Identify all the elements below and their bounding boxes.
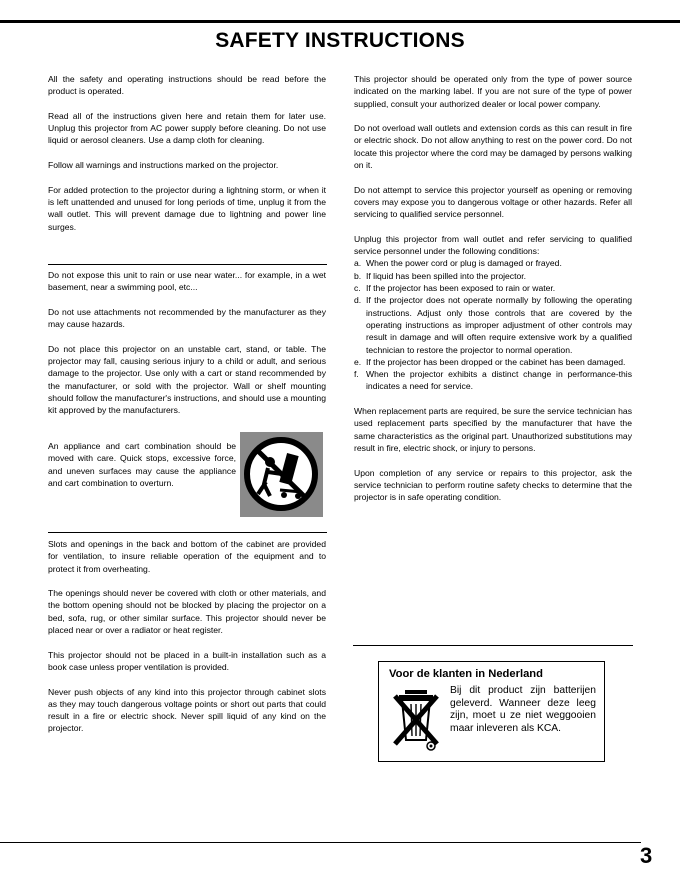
page-number: 3: [640, 843, 653, 868]
notice-text: Bij dit product zijn batterijen geleverd. Wanneer deze leeg zijn, moet u ze niet weggooien maar inleveren als KCA.: [450, 685, 596, 734]
list-item: [354, 282, 632, 294]
paragraph: Do not attempt to service this projector yourself as opening or removing covers may expose you to dangerous voltage or other hazards. Refer all servicing to qualified service personnel.: [354, 184, 632, 220]
paragraph: Unplug this projector from wall outlet and refer servicing to qualified service personnel under the following conditions:: [354, 233, 632, 257]
paragraph: Slots and openings in the back and bottom of the cabinet are provided for ventilation, to insure reliable operation of the equipment and to protect it from overheating.: [48, 539, 326, 574]
list-marker: c.: [354, 283, 361, 294]
notice-title: Voor de klanten in Nederland: [389, 668, 543, 680]
service-conditions-list: [354, 257, 632, 392]
section-divider: [48, 532, 327, 533]
list-item: [354, 257, 632, 269]
paragraph: Never push objects of any kind into this projector through cabinet slots as they may touch dangerous voltage points or short out parts that could result in a fire or electric shock. Never spill liquid of any kind on the projector.: [48, 686, 326, 734]
list-item-text: When the power cord or plug is damaged or frayed.: [366, 258, 562, 269]
list-marker: d.: [354, 295, 362, 306]
list-item-text: When the projector exhibits a distinct change in performance-this indicates a need for service.: [366, 369, 632, 392]
paragraph: Upon completion of any service or repairs to this projector, ask the service technician to perform routine safety checks to determine that the projector is in safe operating condition.: [354, 467, 632, 503]
list-marker: f.: [354, 369, 359, 380]
section-divider: [48, 264, 327, 265]
paragraph: When replacement parts are required, be sure the service technician has used replacement parts specified by the manufacturer that have the same characteristics as the original part. Unauthorized substitutions may result in fire, electric shock, or injury to persons.: [354, 406, 632, 453]
list-marker: e.: [354, 356, 362, 367]
paragraph: Do not overload wall outlets and extension cords as this can result in fire or electric shock. Do not allow anything to rest on the power cord. Do not locate this projector where the cord may be damaged by persons walking on it.: [354, 123, 633, 171]
paragraph: This projector should not be placed in a built-in installation such as a book case unless proper ventilation is provided.: [48, 649, 326, 672]
crossed-bin-icon: [391, 686, 441, 752]
paragraph: Do not use attachments not recommended by the manufacturer as they may cause hazards.: [48, 306, 326, 330]
paragraph: Do not expose this unit to rain or use near water... for example, in a wet basement, near a swimming pool, etc...: [48, 270, 326, 293]
list-item-text: If the projector has been exposed to rain or water.: [366, 283, 556, 294]
list-item: [354, 294, 632, 355]
top-rule: [0, 20, 680, 23]
left-column-middle: [48, 269, 326, 429]
paragraph: This projector should be operated only from the type of power source indicated on the marking label. If you are not sure of the type of power supplied, consult your authorized dealer or local power company.: [354, 74, 632, 109]
page-title: SAFETY INSTRUCTIONS: [215, 29, 465, 52]
paragraph: Follow all warnings and instructions marked on the projector.: [48, 160, 279, 171]
list-item: [354, 368, 632, 393]
list-marker: b.: [354, 270, 362, 281]
netherlands-battery-notice: [378, 661, 605, 762]
paragraph: Read all of the instructions given here and retain them for later use. Unplug this projector from AC power supply before cleaning. Do not use liquid or aerosol cleaners. Use a damp cloth for cleaning.: [48, 110, 326, 146]
footer-rule: [0, 842, 641, 843]
paragraph: All the safety and operating instructions should be read before the product is operated.: [48, 74, 326, 97]
list-item-text: If the projector does not operate normally by following the operating instructions. Adjust only those controls that are covered by the operating instructions as improper adjustment of other controls may result in damage and will often require extensive work by a qualified technician to restore the projector to normal operation.: [366, 295, 632, 355]
list-item: [354, 356, 632, 368]
paragraph: For added protection to the projector during a lightning storm, or when it is left unattended and unused for long periods of time, unplug it from the wall outlet. This will prevent damage due to lightning and power line surges.: [48, 184, 326, 232]
paragraph: The openings should never be covered with cloth or other materials, and the bottom opening should not be blocked by placing the projector on a bed, sofa, rug, or other similar surface. This projector should never be placed near or over a radiator or heat register.: [48, 588, 326, 636]
paragraph: Do not place this projector on an unstable cart, stand, or table. The projector may fall, causing serious injury to a child or adult, and serious damage to the projector. Use only with a cart or stand recommended by the manufacturer, or sold with the projector. Wall or shelf mounting should follow the manufacturer's instructions, and should use a mounting kit approved by the manufacturers.: [48, 343, 326, 416]
list-item-text: If the projector has been dropped or the cabinet has been damaged.: [366, 356, 626, 367]
list-item: [354, 270, 632, 282]
paragraph: An appliance and cart combination should be moved with care. Quick stops, excessive force, and uneven surfaces may cause the appliance and cart combination to overturn.: [48, 441, 236, 488]
left-column-bottom: [48, 538, 326, 747]
left-column-top: [48, 73, 326, 245]
cart-warning: [48, 440, 236, 501]
list-marker: a.: [354, 258, 362, 269]
section-divider: [353, 645, 633, 646]
list-item-text: If liquid has been spilled into the projector.: [366, 270, 527, 281]
right-column: [354, 73, 632, 516]
cart-warning-symbol-icon: [240, 432, 323, 517]
